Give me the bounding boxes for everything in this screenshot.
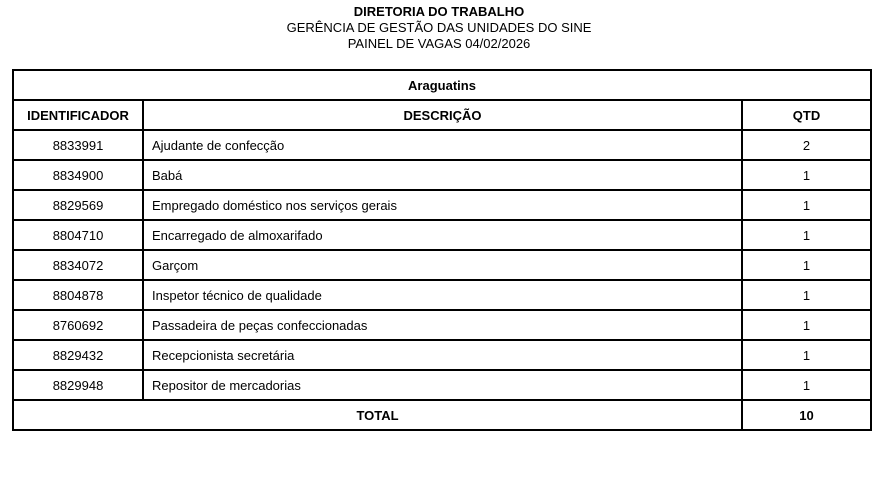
row-qtd: 1 — [742, 250, 871, 280]
row-desc: Inspetor técnico de qualidade — [143, 280, 742, 310]
column-header-desc: DESCRIÇÃO — [143, 100, 742, 130]
document-header — [0, 4, 878, 52]
row-qtd: 2 — [742, 130, 871, 160]
row-desc: Recepcionista secretária — [143, 340, 742, 370]
row-id: 8829432 — [13, 340, 143, 370]
table-row — [13, 220, 871, 250]
city-name: Araguatins — [13, 70, 871, 100]
row-qtd: 1 — [742, 310, 871, 340]
row-qtd: 1 — [742, 370, 871, 400]
row-id: 8804878 — [13, 280, 143, 310]
row-id: 8834072 — [13, 250, 143, 280]
row-desc: Babá — [143, 160, 742, 190]
row-id: 8829569 — [13, 190, 143, 220]
row-qtd: 1 — [742, 160, 871, 190]
table-row — [13, 130, 871, 160]
total-row — [13, 400, 871, 430]
row-qtd: 1 — [742, 340, 871, 370]
table-row — [13, 160, 871, 190]
header-panel-date: PAINEL DE VAGAS 04/02/2026 — [347, 36, 531, 51]
row-desc: Encarregado de almoxarifado — [143, 220, 742, 250]
table-row — [13, 190, 871, 220]
row-desc: Garçom — [143, 250, 742, 280]
table-row — [13, 370, 871, 400]
column-header-qtd: QTD — [742, 100, 871, 130]
row-id: 8833991 — [13, 130, 143, 160]
column-header-row — [13, 100, 871, 130]
row-desc: Empregado doméstico nos serviços gerais — [143, 190, 742, 220]
row-qtd: 1 — [742, 220, 871, 250]
total-label: TOTAL — [13, 400, 742, 430]
table-row — [13, 340, 871, 370]
row-qtd: 1 — [742, 280, 871, 310]
row-id: 8834900 — [13, 160, 143, 190]
row-id: 8829948 — [13, 370, 143, 400]
total-value: 10 — [742, 400, 871, 430]
table-row — [13, 310, 871, 340]
row-desc: Repositor de mercadorias — [143, 370, 742, 400]
row-desc: Passadeira de peças confeccionadas — [143, 310, 742, 340]
row-qtd: 1 — [742, 190, 871, 220]
row-id: 8760692 — [13, 310, 143, 340]
city-row — [13, 70, 871, 100]
vagas-table — [12, 69, 872, 431]
column-header-id: IDENTIFICADOR — [13, 100, 143, 130]
table-row — [13, 250, 871, 280]
table-row — [13, 280, 871, 310]
row-desc: Ajudante de confecção — [143, 130, 742, 160]
header-subtitle: GERÊNCIA DE GESTÃO DAS UNIDADES DO SINE — [286, 20, 592, 35]
header-title: DIRETORIA DO TRABALHO — [353, 4, 525, 19]
row-id: 8804710 — [13, 220, 143, 250]
